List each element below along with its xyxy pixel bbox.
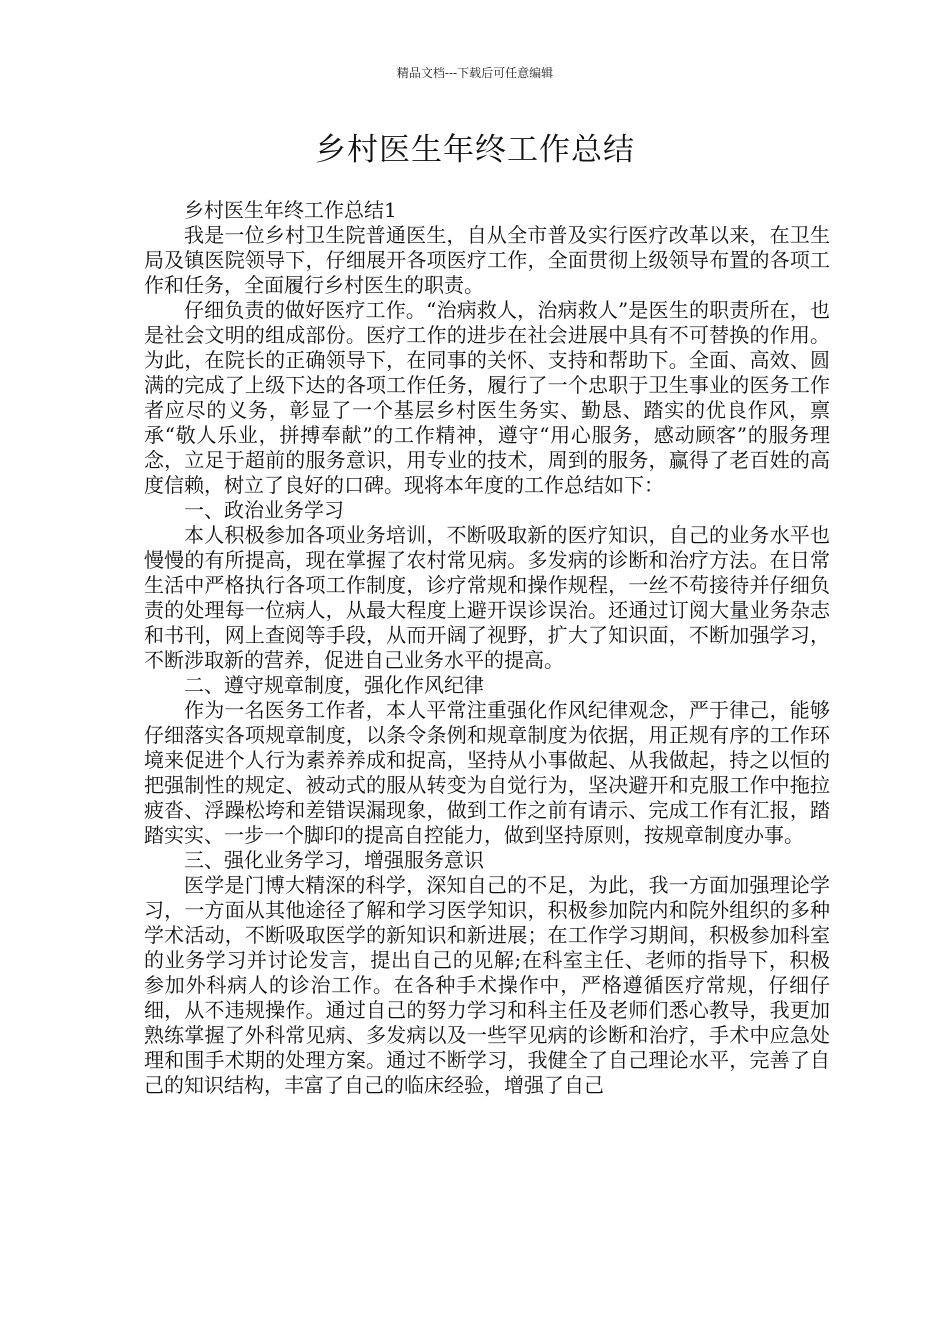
- body-paragraph: 作为一名医务工作者，本人平常注重强化作风纪律观念，严于律己，能够仔细落实各项规章制度，以条令条例和规章制度为依据，用正规有序的工作环境来促进个人行为素养养成和捉高，坚持从小事做起、从我做起，持之以恒的把强制性的规定、被动式的服从转变为自觉行为，坚决避开和克服工作中拖拉疲沓、浮躁松垮和差错误漏现象，做到工作之前有请示、完成工作有汇报，踏踏实实、一步一个脚印的提高自控能力，做到坚持原则，按规章制度办事。: [144, 698, 830, 847]
- section-heading: 一、政治业务学习: [184, 498, 344, 522]
- document-body: [144, 198, 830, 1098]
- subtitle-paragraph: 乡村医生年终工作总结1: [184, 198, 397, 222]
- section-heading: 二、遵守规章制度，强化作风纪律: [184, 673, 484, 697]
- header-note: 精品文档---下载后可任意编辑: [396, 66, 554, 80]
- body-paragraph: 医学是门博大精深的科学，深知自己的不足，为此，我一方面加强理论学习，一方面从其他途径了解和学习医学知识，积极参加院内和院外组织的多种学术活动，不断吸取医学的新知识和新进展；在工作学习期间，积极参加科室的业务学习并讨论发言，提出自己的见解;在科室主任、老师的指导下，积极参加外科病人的诊治工作。在各种手术操作中，严格遵循医疗常规，仔细仔细，从不违规操作。通过自己的努力学习和科主任及老师们悉心教导，我更加熟练掌握了外科常见病、多发病以及一些罕见病的诊断和治疗，手术中应急处理和围手术期的处理方案。通过不断学习，我健全了自己理论水平，完善了自己的知识结构，丰富了自己的临床经验，增强了自己: [144, 873, 830, 1097]
- body-paragraph: 我是一位乡村卫生院普通医生，自从全市普及实行医疗改革以来，在卫生局及镇医院领导下，仔细展开各项医疗工作，全面贯彻上级领导布置的各项工作和任务，全面履行乡村医生的职责。: [144, 223, 830, 297]
- body-paragraph: 本人积极参加各项业务培训，不断吸取新的医疗知识，自己的业务水平也慢慢的有所提高，现在掌握了农村常见病。多发病的诊断和治疗方法。在日常生活中严格执行各项工作制度，诊疗常规和操作规程，一丝不苟接待并仔细负责的处理每一位病人，从最大程度上避开误诊误治。还通过订阅大量业务杂志和书刊，网上查阅等手段，从而开阔了视野，扩大了知识面，不断加强学习，不断涉取新的营养，促进自己业务水平的提高。: [144, 523, 830, 672]
- page-title: 乡村医生年终工作总结: [315, 132, 635, 168]
- body-paragraph: 仔细负责的做好医疗工作。“治病救人，治病救人”是医生的职责所在，也是社会文明的组成部份。医疗工作的进步在社会进展中具有不可替换的作用。为此，在院长的正确领导下，在同事的关怀、支持和帮助下。全面、高效、圆满的完成了上级下达的各项工作任务，履行了一个忠职于卫生事业的医务工作者应尽的义务，彰显了一个基层乡村医生务实、勤恳、踏实的优良作风，禀承“敬人乐业，拼搏奉献”的工作精神，遵守“用心服务，感动顾客”的服务理念，立足于超前的服务意识，用专业的技术，周到的服务，赢得了老百姓的高度信赖，树立了良好的口碑。现将本年度的工作总结如下：: [144, 298, 830, 497]
- section-heading: 三、强化业务学习，增强服务意识: [184, 848, 484, 872]
